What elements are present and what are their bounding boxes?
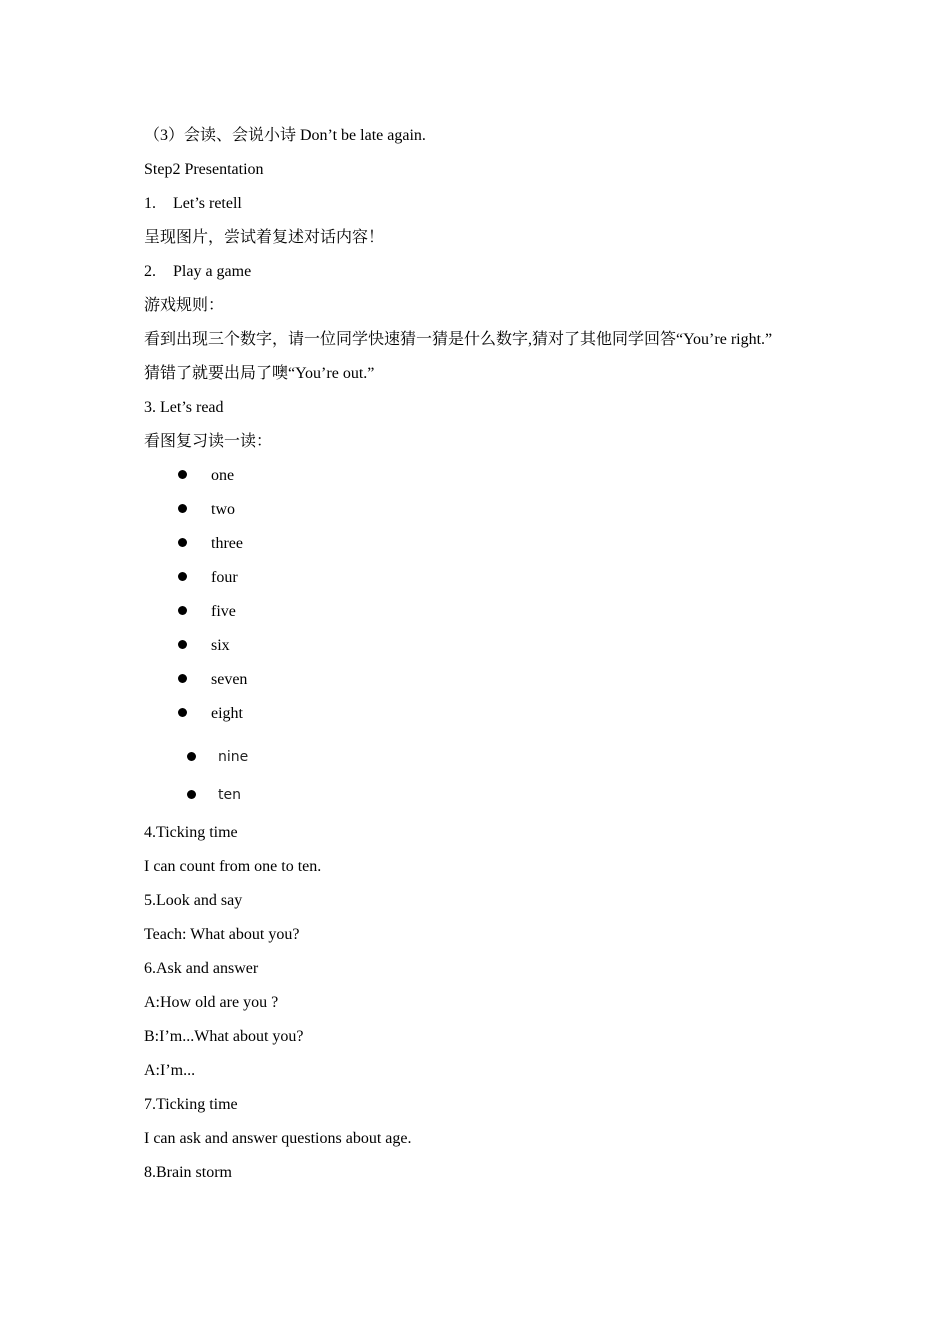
bullet-icon bbox=[178, 572, 187, 581]
bullet-icon bbox=[178, 640, 187, 649]
read-description: 看图复习读一读： bbox=[144, 433, 273, 450]
bullet-icon bbox=[178, 674, 187, 683]
ticking-time-1-description: I can count from one to ten. bbox=[144, 858, 322, 875]
item-number: 2. bbox=[144, 263, 156, 280]
item-title: Play a game bbox=[173, 263, 252, 280]
list-item bbox=[187, 747, 248, 767]
item-game bbox=[144, 262, 251, 282]
step2-heading: Step2 Presentation bbox=[144, 161, 264, 178]
item-ticking-time-2: 7.Ticking time bbox=[144, 1096, 238, 1113]
item-ticking-time-1: 4.Ticking time bbox=[144, 824, 238, 841]
list-item-text: one bbox=[211, 467, 235, 484]
list-item bbox=[187, 785, 241, 805]
item-read: 3. Let’s read bbox=[144, 399, 224, 416]
list-item-text: five bbox=[211, 603, 236, 620]
bullet-icon bbox=[178, 606, 187, 615]
list-item bbox=[178, 602, 236, 622]
item-ask-and-answer: 6.Ask and answer bbox=[144, 960, 259, 977]
list-item-text: seven bbox=[211, 671, 248, 688]
bullet-icon bbox=[187, 752, 196, 761]
list-item bbox=[178, 568, 238, 588]
dialog-line-2: B:I’m...What about you? bbox=[144, 1028, 304, 1045]
bullet-icon bbox=[178, 504, 187, 513]
list-item bbox=[178, 704, 243, 724]
bullet-icon bbox=[178, 538, 187, 547]
dialog-line-3: A:I’m... bbox=[144, 1062, 196, 1079]
ticking-time-2-description: I can ask and answer questions about age. bbox=[144, 1130, 412, 1147]
item-brain-storm: 8.Brain storm bbox=[144, 1164, 232, 1181]
game-rules-title: 游戏规则： bbox=[144, 297, 225, 314]
list-item-text: two bbox=[211, 501, 235, 518]
bullet-icon bbox=[187, 790, 196, 799]
list-item bbox=[178, 636, 230, 656]
list-item-text: three bbox=[211, 535, 243, 552]
bullet-icon bbox=[178, 470, 187, 479]
list-item-text: six bbox=[211, 637, 230, 654]
dialog-line-1: A:How old are you ? bbox=[144, 994, 279, 1011]
list-item bbox=[178, 534, 243, 554]
item-look-and-say: 5.Look and say bbox=[144, 892, 243, 909]
look-and-say-description: Teach: What about you? bbox=[144, 926, 300, 943]
item-number: 1. bbox=[144, 195, 156, 212]
list-item-text: nine bbox=[218, 749, 249, 765]
list-item-text: eight bbox=[211, 705, 243, 722]
list-item bbox=[178, 500, 235, 520]
retell-description: 呈现图片，尝试着复述对话内容！ bbox=[144, 229, 385, 246]
objective-line: （3）会读、会说小诗 Don’t be late again. bbox=[144, 127, 426, 144]
item-title: Let’s retell bbox=[173, 195, 242, 212]
bullet-icon bbox=[178, 708, 187, 717]
game-rules-line-1: 看到出现三个数字，请一位同学快速猜一猜是什么数字,猜对了其他同学回答“You’re right.” bbox=[144, 331, 773, 348]
item-retell bbox=[144, 194, 242, 214]
list-item-text: four bbox=[211, 569, 238, 586]
list-item bbox=[178, 670, 247, 690]
game-rules-line-2: 猜错了就要出局了噢“You’re out.” bbox=[144, 365, 375, 382]
list-item bbox=[178, 466, 234, 486]
list-item-text: ten bbox=[218, 787, 241, 803]
